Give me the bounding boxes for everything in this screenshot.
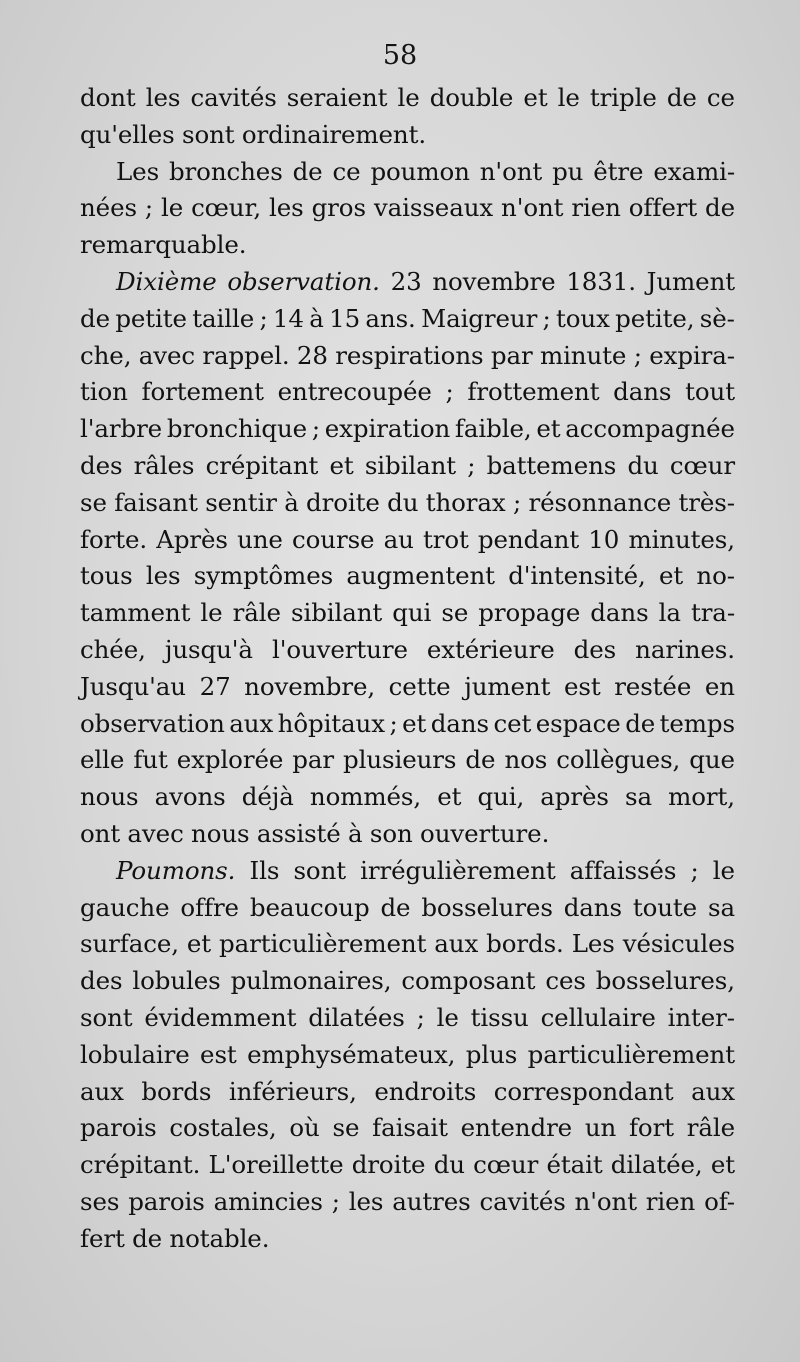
- word: augmentent: [346, 561, 495, 591]
- word: course: [292, 524, 375, 554]
- word: un: [584, 1113, 617, 1143]
- word: forte.: [80, 524, 148, 554]
- page-number: 58: [382, 40, 418, 71]
- word: aux: [434, 929, 479, 959]
- word: ans.: [365, 303, 416, 333]
- text-line: [80, 853, 735, 890]
- word: collègues,: [556, 745, 681, 775]
- word: tissu: [470, 1002, 529, 1032]
- word: jusqu'à: [164, 634, 253, 664]
- word: après: [540, 782, 609, 812]
- word: et: [186, 929, 212, 959]
- word: 15: [329, 303, 361, 333]
- word: de: [666, 83, 697, 112]
- word: lobules: [132, 966, 221, 996]
- word: sont: [181, 119, 235, 149]
- word: 1831.: [566, 266, 636, 296]
- word: se: [441, 598, 469, 628]
- word: offert: [628, 193, 698, 223]
- italic-word: observation.: [227, 266, 380, 296]
- word: ce: [706, 83, 735, 112]
- word: jument: [464, 671, 551, 701]
- word: ;: [467, 450, 476, 480]
- word: dans: [563, 892, 622, 922]
- text-line: [80, 558, 735, 595]
- word: dans: [430, 708, 489, 738]
- word: respirations: [335, 340, 484, 370]
- word: toute: [632, 892, 698, 922]
- word: nous: [191, 818, 250, 848]
- word: cavités: [479, 1186, 566, 1216]
- word: expira-: [649, 340, 735, 370]
- word: novembre,: [244, 671, 376, 701]
- word: explorée: [176, 745, 284, 775]
- word: le: [397, 83, 420, 112]
- word: restée: [614, 671, 692, 701]
- word: ;: [542, 303, 551, 333]
- word: cet: [493, 708, 532, 738]
- word: parois: [128, 1186, 205, 1216]
- text-line: [80, 190, 735, 227]
- word: de: [132, 1223, 163, 1253]
- word: narines.: [635, 634, 735, 664]
- word: parois: [80, 1113, 157, 1143]
- text-line: [80, 1000, 735, 1037]
- word: ;: [513, 487, 522, 517]
- word: le: [436, 1002, 459, 1032]
- text-line: [80, 80, 735, 117]
- italic-word: Dixième: [116, 266, 217, 296]
- word: petite: [115, 303, 187, 333]
- word: le: [557, 83, 580, 112]
- word: bords.: [486, 929, 564, 959]
- word: qu'elles: [80, 119, 175, 149]
- word: l'ouverture: [271, 634, 408, 664]
- word: ;: [259, 303, 268, 333]
- word: à: [284, 487, 299, 517]
- word: 23: [390, 266, 422, 296]
- word: of-: [704, 1186, 735, 1216]
- word: particulièrement: [219, 929, 427, 959]
- text-line: [80, 963, 735, 1000]
- word: autres: [392, 1186, 471, 1216]
- word: novembre: [432, 266, 556, 296]
- word: de: [705, 193, 735, 223]
- word: cœur: [669, 450, 735, 480]
- word: chée,: [80, 634, 146, 664]
- word: une: [237, 524, 283, 554]
- text-line: [80, 816, 735, 853]
- word: du: [627, 450, 659, 480]
- word: crépitant: [205, 450, 319, 480]
- word: 28: [296, 340, 328, 370]
- word: no-: [696, 561, 735, 591]
- word: nos: [504, 745, 548, 775]
- word: être: [593, 156, 644, 186]
- word: surface,: [80, 929, 179, 959]
- word: ;: [633, 340, 642, 370]
- word: fert: [80, 1223, 125, 1253]
- word: ont: [80, 818, 121, 848]
- word: entendre: [460, 1113, 573, 1143]
- word: ;: [690, 855, 699, 885]
- word: endroits: [374, 1076, 477, 1106]
- text-line: [80, 926, 735, 963]
- word: mort,: [668, 782, 735, 812]
- word: 10: [588, 524, 620, 554]
- word: sentir: [205, 487, 277, 517]
- word: frottement: [467, 377, 600, 407]
- text-line: [80, 706, 735, 743]
- word: nées: [80, 193, 137, 223]
- text-line: [80, 448, 735, 485]
- word: le: [200, 598, 223, 628]
- word: n'ont: [479, 156, 543, 186]
- word: se: [80, 487, 107, 517]
- word: nommés,: [309, 782, 422, 812]
- text-line: [80, 1074, 735, 1111]
- word: irrégulièrement: [360, 855, 556, 885]
- word: de: [292, 156, 323, 186]
- word: taille: [192, 303, 255, 333]
- word: à: [309, 303, 324, 333]
- word: cavités: [190, 83, 277, 112]
- word: ses: [80, 1186, 120, 1216]
- word: plus: [465, 1039, 518, 1069]
- word: aux: [229, 708, 274, 738]
- word: qui: [392, 598, 432, 628]
- word: ;: [331, 1186, 340, 1216]
- word: n'ont: [501, 193, 564, 223]
- word: des: [80, 966, 123, 996]
- word: temps: [659, 708, 735, 738]
- word: Maigreur: [421, 303, 538, 333]
- text-line: [80, 154, 735, 191]
- word: dans: [590, 598, 649, 628]
- text-line: [80, 632, 735, 669]
- word: accompagnée: [565, 414, 735, 444]
- word: emphysémateux,: [247, 1039, 456, 1069]
- word: par: [490, 340, 533, 370]
- word: bosselures,: [595, 966, 735, 996]
- word: Les: [116, 156, 160, 186]
- text-line: [80, 374, 735, 411]
- word: rien: [645, 1186, 696, 1216]
- word: faisant: [114, 487, 198, 517]
- word: ;: [144, 193, 154, 223]
- word: et: [523, 83, 548, 112]
- word: dans: [613, 377, 672, 407]
- word: tous: [80, 561, 133, 591]
- word: faible,: [454, 414, 532, 444]
- word: faisait: [372, 1113, 448, 1143]
- word: des: [80, 450, 123, 480]
- word: d'intensité,: [508, 561, 646, 591]
- word: droite: [351, 1150, 426, 1180]
- word: notable.: [169, 1223, 270, 1253]
- word: avons: [154, 782, 226, 812]
- word: affaissés: [569, 855, 677, 885]
- word: sont: [80, 1002, 133, 1032]
- word: évidemment: [144, 1002, 297, 1032]
- word: ;: [416, 1002, 425, 1032]
- text-line: [80, 1037, 735, 1074]
- word: bords: [141, 1076, 212, 1106]
- word: expiration: [324, 414, 451, 444]
- word: poumon: [370, 156, 470, 186]
- word: râles: [133, 450, 195, 480]
- word: où: [289, 1113, 320, 1143]
- word: fortement: [141, 377, 264, 407]
- word: observation: [80, 708, 225, 738]
- text-line: [80, 485, 735, 522]
- word: nous: [80, 782, 139, 812]
- word: ;: [389, 708, 398, 738]
- word: râle: [232, 598, 281, 628]
- word: espace: [535, 708, 621, 738]
- word: fort: [628, 1113, 674, 1143]
- word: fut: [133, 745, 168, 775]
- word: son: [369, 818, 413, 848]
- text-line: [80, 890, 735, 927]
- word: avec: [127, 818, 184, 848]
- text-line: [80, 117, 735, 154]
- word: les: [348, 1186, 384, 1216]
- word: est: [200, 1039, 237, 1069]
- word: offre: [180, 892, 239, 922]
- text-line: [80, 411, 735, 448]
- word: double: [429, 83, 514, 112]
- word: n'ont: [574, 1186, 637, 1216]
- word: le: [712, 855, 735, 885]
- word: et: [329, 450, 354, 480]
- word: sa: [707, 892, 735, 922]
- text-line: [80, 227, 735, 264]
- word: lobulaire: [80, 1039, 190, 1069]
- word: résonnance: [528, 487, 672, 517]
- word: correspondant: [493, 1076, 674, 1106]
- word: de: [465, 745, 496, 775]
- word: ces: [545, 966, 586, 996]
- word: en: [704, 671, 735, 701]
- text-line: [80, 1110, 735, 1147]
- word: rappel.: [202, 340, 290, 370]
- word: petite,: [615, 303, 695, 333]
- text-line: [80, 595, 735, 632]
- word: vésicules: [622, 929, 735, 959]
- word: avec: [138, 340, 196, 370]
- word: cœur: [473, 1150, 539, 1180]
- word: plusieurs: [343, 745, 457, 775]
- word: au: [383, 524, 414, 554]
- word: bronches: [168, 156, 283, 186]
- word: et: [710, 1150, 735, 1180]
- word: vaisseaux: [373, 193, 494, 223]
- word: 27: [199, 671, 231, 701]
- word: che,: [80, 340, 132, 370]
- word: costales,: [169, 1113, 277, 1143]
- text-line: [80, 779, 735, 816]
- word: bosselures: [421, 892, 553, 922]
- word: cellulaire: [540, 1002, 656, 1032]
- word: tout: [685, 377, 735, 407]
- word: sont: [293, 855, 347, 885]
- word: inter-: [667, 1002, 735, 1032]
- word: et: [658, 561, 684, 591]
- word: particulièrement: [527, 1039, 735, 1069]
- text-line: [80, 1184, 735, 1221]
- word: le: [160, 193, 184, 223]
- word: était: [546, 1150, 603, 1180]
- word: et: [437, 782, 462, 812]
- word: dont: [80, 83, 136, 112]
- word: déjà: [241, 782, 294, 812]
- word: propage: [478, 598, 581, 628]
- word: ouverture.: [420, 818, 550, 848]
- word: extérieure: [426, 634, 555, 664]
- text-line: [80, 742, 735, 779]
- word: symptômes: [193, 561, 334, 591]
- word: ;: [311, 414, 321, 444]
- word: sè-: [699, 303, 735, 333]
- word: exami-: [653, 156, 735, 186]
- word: des: [573, 634, 617, 664]
- text-line: [80, 264, 735, 301]
- word: remarquable.: [80, 230, 247, 260]
- word: est: [563, 671, 601, 701]
- word: et: [536, 414, 561, 444]
- word: aux: [691, 1076, 735, 1106]
- word: seraient: [286, 83, 388, 112]
- word: sibilant: [364, 450, 457, 480]
- word: composant: [401, 966, 536, 996]
- word: à: [348, 818, 363, 848]
- word: bronchique: [166, 414, 308, 444]
- word: inférieurs,: [228, 1076, 357, 1106]
- word: beaucoup: [249, 892, 370, 922]
- word: droite: [306, 487, 380, 517]
- word: ce: [332, 156, 361, 186]
- word: minutes,: [628, 524, 735, 554]
- word: tamment: [80, 598, 191, 628]
- word: aux: [80, 1076, 124, 1106]
- word: triple: [589, 83, 657, 112]
- word: du: [433, 1150, 465, 1180]
- text-line: [80, 522, 735, 559]
- word: pendant: [477, 524, 580, 554]
- word: rien: [571, 193, 621, 223]
- word: les: [145, 83, 181, 112]
- word: hôpitaux: [277, 708, 385, 738]
- word: et: [402, 708, 427, 738]
- body-text: [80, 80, 735, 1258]
- word: trot: [422, 524, 469, 554]
- word: râle: [686, 1113, 735, 1143]
- word: elle: [80, 745, 125, 775]
- word: de: [625, 708, 656, 738]
- word: toux: [556, 303, 610, 333]
- word: les: [145, 561, 181, 591]
- word: tra-: [690, 598, 735, 628]
- word: tion: [80, 377, 128, 407]
- word: de: [380, 892, 411, 922]
- word: sa: [625, 782, 652, 812]
- text-line: [80, 301, 735, 338]
- word: L'oreillette: [208, 1150, 344, 1180]
- word: minute: [539, 340, 627, 370]
- word: que: [689, 745, 735, 775]
- text-line: [80, 1147, 735, 1184]
- word: dilatées: [308, 1002, 405, 1032]
- word: battemens: [486, 450, 617, 480]
- word: se: [332, 1113, 360, 1143]
- word: gros: [311, 193, 366, 223]
- word: ;: [445, 377, 454, 407]
- text-line: [80, 338, 735, 375]
- word: assisté: [256, 818, 341, 848]
- word: qui,: [477, 782, 525, 812]
- text-line: [80, 1221, 735, 1258]
- word: Jument: [646, 266, 735, 296]
- word: Ils: [249, 855, 280, 885]
- word: pulmonaires,: [230, 966, 392, 996]
- word: cette: [388, 671, 451, 701]
- word: entrecoupée: [277, 377, 432, 407]
- word: gauche: [80, 892, 170, 922]
- word: par: [292, 745, 334, 775]
- text-line: [80, 669, 735, 706]
- word: la: [658, 598, 681, 628]
- word: l'arbre: [80, 414, 163, 444]
- word: pu: [552, 156, 584, 186]
- word: cœur,: [191, 193, 262, 223]
- word: Les: [571, 929, 615, 959]
- word: crépitant.: [80, 1150, 201, 1180]
- word: les: [269, 193, 304, 223]
- word: thorax: [425, 487, 506, 517]
- italic-word: Poumons.: [116, 855, 236, 885]
- word: dilatée,: [610, 1150, 703, 1180]
- word: ordinairement.: [241, 119, 427, 149]
- word: Après: [156, 524, 228, 554]
- word: très-: [678, 487, 735, 517]
- word: Jusqu'au: [80, 671, 186, 701]
- word: du: [387, 487, 419, 517]
- word: sibilant: [290, 598, 383, 628]
- word: amincies: [213, 1186, 323, 1216]
- word: de: [80, 303, 110, 333]
- word: 14: [272, 303, 304, 333]
